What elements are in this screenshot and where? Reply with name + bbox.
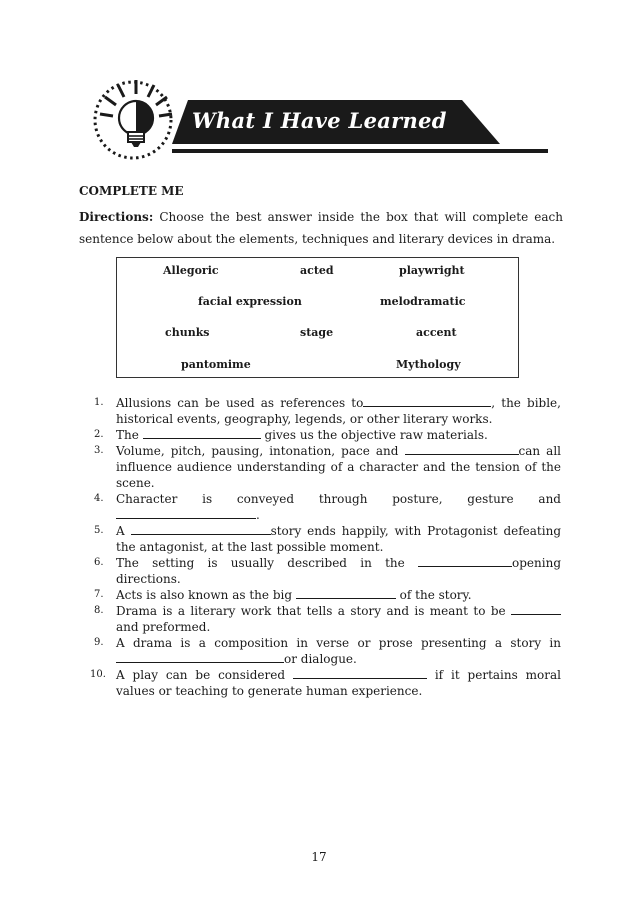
question-item bbox=[90, 427, 561, 443]
answer-blank[interactable] bbox=[293, 667, 427, 679]
word-bank-item: pantomime bbox=[181, 358, 251, 371]
question-item bbox=[90, 587, 561, 603]
word-bank-item: acted bbox=[300, 264, 334, 277]
question-number: 1. bbox=[94, 397, 104, 408]
directions-paragraph bbox=[79, 206, 563, 250]
question-text: Volume, pitch, pausing, intonation, pace and bbox=[116, 444, 405, 458]
question-text: The setting is usually described in the bbox=[116, 556, 419, 570]
word-bank-item: melodramatic bbox=[380, 295, 466, 308]
question-item bbox=[90, 395, 561, 427]
question-text: The bbox=[116, 428, 143, 442]
question-text: , the bible, historical events, geography, legends, or other literary works. bbox=[116, 396, 561, 426]
question-text: A bbox=[116, 524, 131, 538]
question-text: Character is conveyed through posture, gesture and bbox=[116, 492, 561, 506]
question-number: 2. bbox=[94, 429, 104, 440]
answer-blank[interactable] bbox=[131, 523, 271, 535]
answer-blank[interactable] bbox=[511, 603, 561, 615]
word-bank-item: chunks bbox=[165, 326, 210, 339]
question-number: 5. bbox=[94, 525, 104, 536]
question-text: of the story. bbox=[395, 588, 472, 602]
question-text: and preformed. bbox=[116, 620, 211, 634]
answer-blank[interactable] bbox=[116, 507, 256, 519]
question-number: 9. bbox=[94, 637, 104, 648]
answer-blank[interactable] bbox=[363, 395, 491, 407]
word-bank-item: stage bbox=[300, 326, 334, 339]
word-bank-item: Mythology bbox=[396, 358, 461, 371]
question-text: Allusions can be used as references to bbox=[116, 396, 364, 410]
banner-title: What I Have Learned bbox=[192, 108, 447, 133]
section-title: COMPLETE ME bbox=[79, 184, 184, 198]
question-text: can all influence audience understanding of a character and the tension of the scene. bbox=[116, 444, 562, 490]
question-text: . bbox=[256, 508, 260, 522]
question-text: Acts is also known as the big bbox=[116, 588, 296, 602]
question-number: 4. bbox=[94, 493, 104, 504]
question-item bbox=[90, 667, 561, 699]
word-bank-item: playwright bbox=[399, 264, 465, 277]
question-text: Drama is a literary work that tells a story and is meant to be bbox=[116, 604, 511, 618]
word-bank-item: Allegoric bbox=[163, 264, 219, 277]
question-item bbox=[90, 603, 561, 635]
answer-blank[interactable] bbox=[296, 587, 396, 599]
question-text: if it pertains moral values or teaching to generate human experience. bbox=[116, 668, 561, 698]
question-number: 6. bbox=[94, 557, 104, 568]
word-bank-item: accent bbox=[416, 326, 457, 339]
question-number: 10. bbox=[90, 669, 106, 680]
question-item bbox=[90, 491, 561, 523]
question-text: opening directions. bbox=[116, 556, 561, 586]
question-text: A play can be considered bbox=[116, 668, 293, 682]
answer-blank[interactable] bbox=[418, 555, 512, 567]
answer-blank[interactable] bbox=[143, 427, 261, 439]
question-item bbox=[90, 443, 561, 491]
question-item bbox=[90, 555, 561, 587]
section-banner bbox=[88, 72, 558, 172]
directions-label: Directions: bbox=[79, 210, 154, 224]
question-text: A drama is a composition in verse or prose presenting a story in bbox=[116, 636, 561, 650]
directions-text: Choose the best answer inside the box that will complete each sentence below about the elements, techniques and literary devices in drama. bbox=[79, 210, 563, 246]
word-bank-box bbox=[116, 257, 519, 378]
answer-blank[interactable] bbox=[405, 443, 519, 455]
question-item bbox=[90, 635, 561, 667]
question-item bbox=[90, 523, 561, 555]
answer-blank[interactable] bbox=[116, 651, 284, 663]
question-number: 7. bbox=[94, 589, 104, 600]
page-number: 17 bbox=[311, 850, 327, 864]
word-bank-item: facial expression bbox=[198, 295, 302, 308]
question-number: 3. bbox=[94, 445, 104, 456]
question-text: gives us the objective raw materials. bbox=[260, 428, 488, 442]
question-list bbox=[90, 395, 561, 699]
question-text: or dialogue. bbox=[284, 652, 357, 666]
question-number: 8. bbox=[94, 605, 104, 616]
question-text: story ends happily, with Protagonist defeating the antagonist, at the last possible moment. bbox=[116, 524, 562, 554]
